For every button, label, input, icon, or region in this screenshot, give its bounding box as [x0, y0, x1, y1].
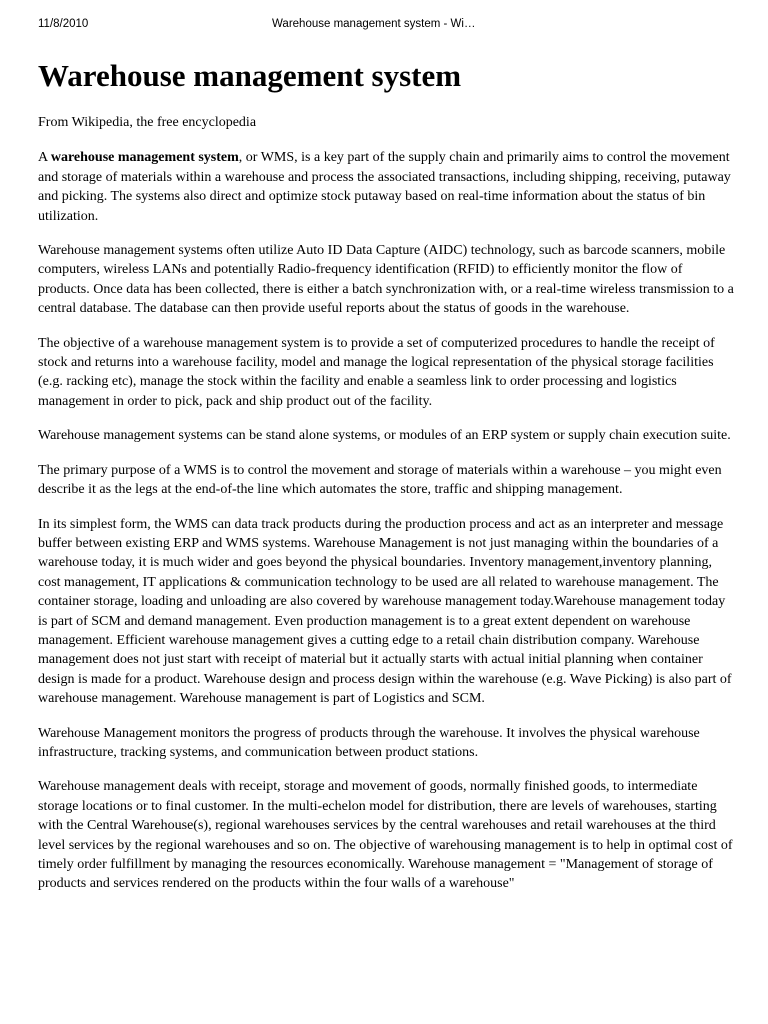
intro-paragraph: [38, 148, 734, 226]
article-content: [38, 56, 734, 909]
article-title: Warehouse management system: [38, 58, 462, 93]
paragraph-monitors-progress: Warehouse Management monitors the progress of products through the warehouse. It involves the physical warehouse infrastructure, tracking systems, and communication between product stations.: [38, 725, 700, 760]
paragraph-standalone: Warehouse management systems can be stand alone systems, or modules of an ERP system or supply chain execution suite.: [38, 428, 731, 444]
paragraph-receipt-storage: Warehouse management deals with receipt, storage and movement of goods, normally finished goods, to intermediate storage locations or to final customer. In the multi-echelon model for distribution, there are levels of warehouses, starting with the Central Warehouse(s), regional warehouses services by the central warehouses and retail warehouses at the third level services by the regional warehouses and so on. The objective of warehousing management is to help in optimal cost of timely order fulfillment by managing the resources economically. Warehouse management = "Management of storage of products and services rendered on the products within the four walls of a warehouse": [38, 779, 733, 892]
print-date: 11/8/2010: [38, 18, 89, 30]
paragraph-primary-purpose: The primary purpose of a WMS is to control the movement and storage of materials within a warehouse – you might even describe it as the legs at the end-of-the line which automates the store, traffic and shipping management.: [38, 462, 722, 498]
intro-rest: , or WMS, is a key part of the supply chain and primarily aims to control the movement and storage of materials within a warehouse and process the associated transactions, including shipping, receiving, putaway and picking. The systems also direct and optimize stock putaway based on real-time information about the status of bin utilization.: [38, 150, 731, 224]
print-page-title: Warehouse management system - Wi…: [272, 18, 476, 30]
intro-bold-term: warehouse management system: [50, 150, 239, 166]
paragraph-simplest-form: In its simplest form, the WMS can data track products during the production process and act as an interpreter and message buffer between existing ERP and WMS systems. Warehouse Management is not just managing within the boundaries of a warehouse today, it is much wider and goes beyond the physical boundaries. Inventory management,inventory planning, cost management, IT applications & communication technology to be used are all related to warehouse management. The container storage, loading and unloading are also covered by warehouse management today.Warehouse management today is part of SCM and demand management. Even production management is to a great extent dependent on warehouse management. Efficient warehouse management gives a cutting edge to a retail chain distribution company. Warehouse management does not just start with receipt of material but it actually starts with actual initial planning when container design is made for a product. Warehouse design and process design within the warehouse (e.g. Wave Picking) is also part of warehouse management. Warehouse management is part of Logistics and SCM.: [38, 516, 732, 707]
print-header: [38, 18, 738, 38]
paragraph-aidc: Warehouse management systems often utilize Auto ID Data Capture (AIDC) technology, such as barcode scanners, mobile computers, wireless LANs and potentially Radio-frequency identification (RFID) to efficiently monitor the flow of products. Once data has been collected, there is either a batch synchronization with, or a real-time wireless transmission to a central database. The database can then provide useful reports about the status of goods in the warehouse.: [38, 243, 734, 317]
article-subtitle: From Wikipedia, the free encyclopedia: [38, 115, 257, 130]
intro-prefix: A: [38, 150, 51, 166]
paragraph-objective: The objective of a warehouse management system is to provide a set of computerized procedures to handle the receipt of stock and returns into a warehouse facility, model and manage the logical representation of the physical storage facilities (e.g. racking etc), manage the stock within the facility and enable a seamless link to order processing and logistics management in order to pick, pack and ship product out of the facility.: [38, 335, 715, 409]
